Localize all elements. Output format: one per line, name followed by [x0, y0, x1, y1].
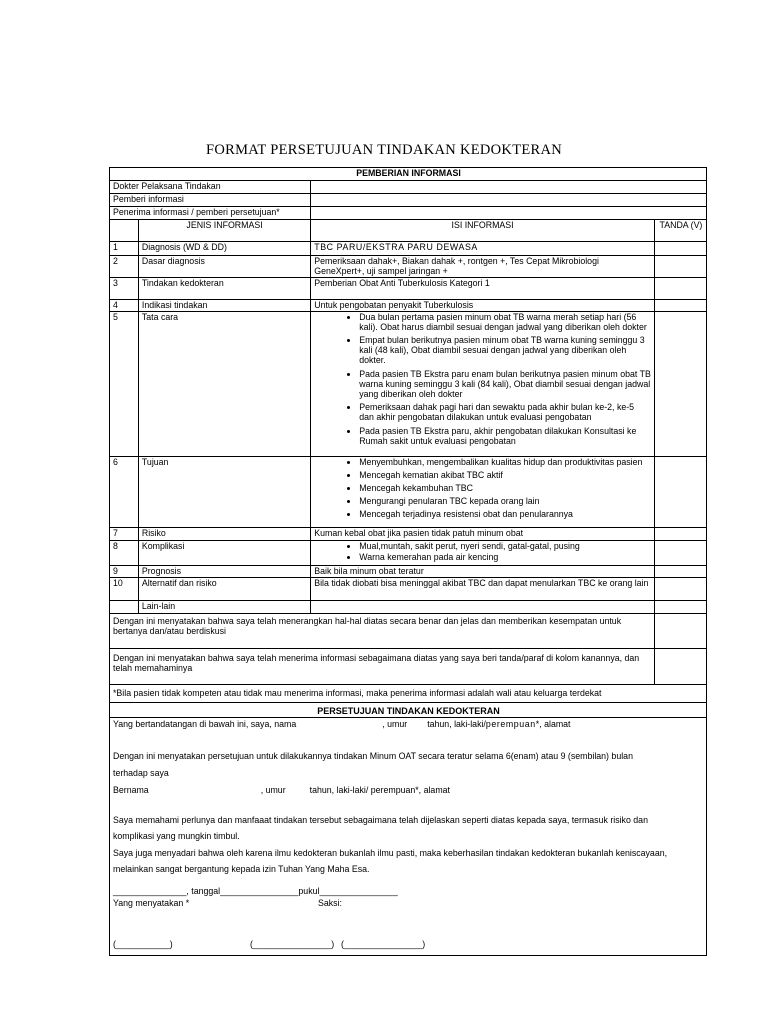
row-tanda-cell[interactable] — [654, 299, 707, 311]
row-tanda-cell[interactable] — [654, 456, 707, 527]
witness-label: Saksi: — [318, 897, 342, 908]
row-tanda-cell[interactable] — [654, 241, 707, 255]
list-item: • Pada pasien TB Ekstra paru enam bulan berikutnya pasien minum obat TB warna kuning seminggu 3 kali (84 kali), Obat diambil sesuai dengan jadwal yang diberikan oleh dokter — [359, 369, 651, 400]
row-number: 9 — [110, 565, 138, 577]
row-number: 6 — [110, 456, 138, 527]
list-item: • Dua bulan pertama pasien minum obat TB warna merah setiap hari (56 kali). Obat harus diambil sesuai dengan jadwal yang diberikan oleh dokter — [359, 312, 651, 332]
row-tanda-cell[interactable] — [654, 565, 707, 577]
consent-line-agreement: Dengan ini menyatakan persetujuan untuk dilakukannya tindakan Minum OAT secara teratur selama 6(enam) atau 9 (sembilan) bulan — [113, 750, 633, 761]
row-tanda-cell[interactable] — [654, 527, 707, 540]
row-jenis: Tujuan — [138, 456, 310, 527]
consent-paragraph-awareness: Saya juga menyadari bahwa oleh karena ilmu kedokteran bukanlah ilmu pasti, maka keberhasilan tindakan kedokteran bukanlah keniscayaan, — [113, 847, 668, 858]
row-jenis: Lain-lain — [138, 600, 310, 613]
signature-witness-2[interactable]: (________________) — [341, 938, 426, 949]
information-table — [110, 168, 707, 718]
row-isi: Bila tidak diobati bisa meninggal akibat TBC dan dapat menularkan TBC ke orang lain — [311, 577, 655, 600]
row-isi: Pemeriksaan dahak+, Biakan dahak +, rontgen +, Tes Cepat Mikrobiologi GeneXpert+, uji sampel jaringan + — [311, 255, 655, 277]
row-tanda-cell[interactable] — [654, 540, 707, 565]
list-item: • Mual,muntah, sakit perut, nyeri sendi, gatal-gatal, pusing — [359, 541, 651, 551]
row-penerima-informasi-value[interactable] — [311, 206, 707, 219]
document-title: FORMAT PERSETUJUAN TINDAKAN KEDOKTERAN — [205, 142, 563, 158]
signature-witness-1[interactable]: (________________) — [250, 938, 335, 949]
list-item: • Mengurangi penularan TBC kepada orang lain — [359, 496, 651, 506]
col-header-jenis: JENIS INFORMASI — [138, 219, 310, 241]
row-isi: Untuk pengobatan penyakit Tuberkulosis — [311, 299, 655, 311]
row-jenis: Alternatif dan risiko — [138, 577, 310, 600]
komplikasi-list — [314, 541, 651, 562]
statement-penerima: Dengan ini menyatakan bahwa saya telah menerima informasi sebagaimana diatas yang saya beri tanda/paraf di kolom kanannya, dan telah memahaminya — [110, 648, 654, 684]
signature-signer[interactable]: (___________) — [113, 938, 173, 949]
footnote: *Bila pasien tidak kompeten atau tidak mau menerima informasi, maka penerima informasi adalah wali atau keluarga terdekat — [110, 684, 707, 702]
row-tanda-cell[interactable] — [654, 577, 707, 600]
row-isi: Baik bila minum obat teratur — [311, 565, 655, 577]
consent-text: tahun, laki-laki/ — [427, 718, 486, 729]
row-isi: TBC PARU/EKSTRA PARU DEWASA — [311, 241, 655, 255]
consent-line-terhadap: terhadap saya — [113, 767, 169, 778]
row-number: 8 — [110, 540, 138, 565]
row-number: 4 — [110, 299, 138, 311]
date-time-line[interactable]: _______________, tanggal________________pukul________________ — [113, 885, 398, 896]
row-isi — [311, 311, 655, 456]
list-item: • Mencegah terjadinya resistensi obat dan penularannya — [359, 509, 651, 519]
row-jenis: Komplikasi — [138, 540, 310, 565]
consent-text: , umur — [260, 784, 286, 795]
list-item: • Warna kemerahan pada air kencing — [359, 552, 651, 562]
row-number: 2 — [110, 255, 138, 277]
row-tanda-cell[interactable] — [654, 311, 707, 456]
consent-text: Bernama — [113, 784, 149, 795]
consent-text: , umur — [382, 718, 408, 729]
row-number: 3 — [110, 277, 138, 299]
col-header-isi: ISI INFORMASI — [311, 219, 655, 241]
row-number: 5 — [110, 311, 138, 456]
row-number: 10 — [110, 577, 138, 600]
tata-cara-list — [314, 312, 651, 446]
row-tanda-cell[interactable] — [654, 600, 707, 613]
consent-text: perempuan — [485, 718, 536, 729]
row-jenis: Diagnosis (WD & DD) — [138, 241, 310, 255]
consent-text: Yang bertandatangan di bawah ini, saya, nama — [113, 718, 297, 729]
row-jenis: Tata cara — [138, 311, 310, 456]
section-header-pemberian-informasi: PEMBERIAN INFORMASI — [110, 168, 707, 180]
row-jenis: Risiko — [138, 527, 310, 540]
row-isi: Pemberian Obat Anti Tuberkulosis Kategori 1 — [311, 277, 655, 299]
row-jenis: Indikasi tindakan — [138, 299, 310, 311]
consent-paragraph-awareness-cont: melainkan sangat bergantung kepada izin Tuhan Yang Maha Esa. — [113, 863, 370, 874]
consent-line-bernama — [113, 785, 701, 796]
row-penerima-informasi-label: Penerima informasi / pemberi persetujuan* — [110, 206, 311, 219]
list-item: • Mencegah kematian akibat TBC aktif — [359, 470, 651, 480]
row-number — [110, 600, 138, 613]
col-header-tanda: TANDA (V) — [654, 219, 707, 241]
consent-form — [109, 167, 707, 956]
col-header-no — [110, 219, 138, 241]
row-number: 7 — [110, 527, 138, 540]
row-number: 1 — [110, 241, 138, 255]
row-isi[interactable] — [311, 600, 655, 613]
tujuan-list — [314, 457, 651, 520]
list-item: • Pemeriksaan dahak pagi hari dan sewaktu pada akhir bulan ke-2, ke-5 dan akhir pengobatan dilakukan untuk evaluasi pengobatan — [359, 402, 651, 422]
consent-text: tahun, laki-laki/ perempuan*, alamat — [309, 784, 450, 795]
row-jenis: Prognosis — [138, 565, 310, 577]
row-isi — [311, 456, 655, 527]
row-tanda-cell[interactable] — [654, 277, 707, 299]
row-isi: Kuman kebal obat jika pasien tidak patuh minum obat — [311, 527, 655, 540]
list-item: • Menyembuhkan, mengembalikan kualitas hidup dan produktivitas pasien — [359, 457, 651, 467]
row-dokter-pelaksana-value[interactable] — [311, 180, 707, 193]
row-tanda-cell[interactable] — [654, 255, 707, 277]
row-jenis: Tindakan kedokteran — [138, 277, 310, 299]
consent-paragraph-understanding-cont: komplikasi yang mungkin timbul. — [113, 830, 240, 841]
consent-paragraph-understanding: Saya memahami perlunya dan manfaaat tindakan tersebut sebagaimana telah dijelaskan seperti diatas kepada saya, termasuk risiko dan — [113, 814, 648, 825]
consent-line-identity — [113, 719, 701, 730]
row-pemberi-informasi-value[interactable] — [311, 193, 707, 206]
consent-text: *, alamat — [535, 718, 571, 729]
row-jenis: Dasar diagnosis — [138, 255, 310, 277]
row-dokter-pelaksana-label: Dokter Pelaksana Tindakan — [110, 180, 311, 193]
list-item: • Pada pasien TB Ekstra paru, akhir pengobatan dilakukan Konsultasi ke Rumah sakit untuk evaluasi pengobatan — [359, 426, 651, 446]
signer-label: Yang menyatakan * — [113, 897, 190, 908]
row-pemberi-informasi-label: Pemberi informasi — [110, 193, 311, 206]
statement-penerima-tanda-cell[interactable] — [654, 648, 707, 684]
list-item: • Empat bulan berikutnya pasien minum obat TB warna kuning seminggu 3 kali (48 kali), Obat diambil sesuai dengan jadwal yang diberikan oleh dokter. — [359, 335, 651, 366]
row-isi — [311, 540, 655, 565]
list-item: • Mencegah kekambuhan TBC — [359, 483, 651, 493]
statement-pemberi-tanda-cell[interactable] — [654, 613, 707, 648]
statement-pemberi: Dengan ini menyatakan bahwa saya telah menerangkan hal-hal diatas secara benar dan jelas dan memberikan kesempatan untuk bertanya dan/atau berdiskusi — [110, 613, 654, 648]
section-header-persetujuan: PERSETUJUAN TINDAKAN KEDOKTERAN — [110, 702, 707, 717]
